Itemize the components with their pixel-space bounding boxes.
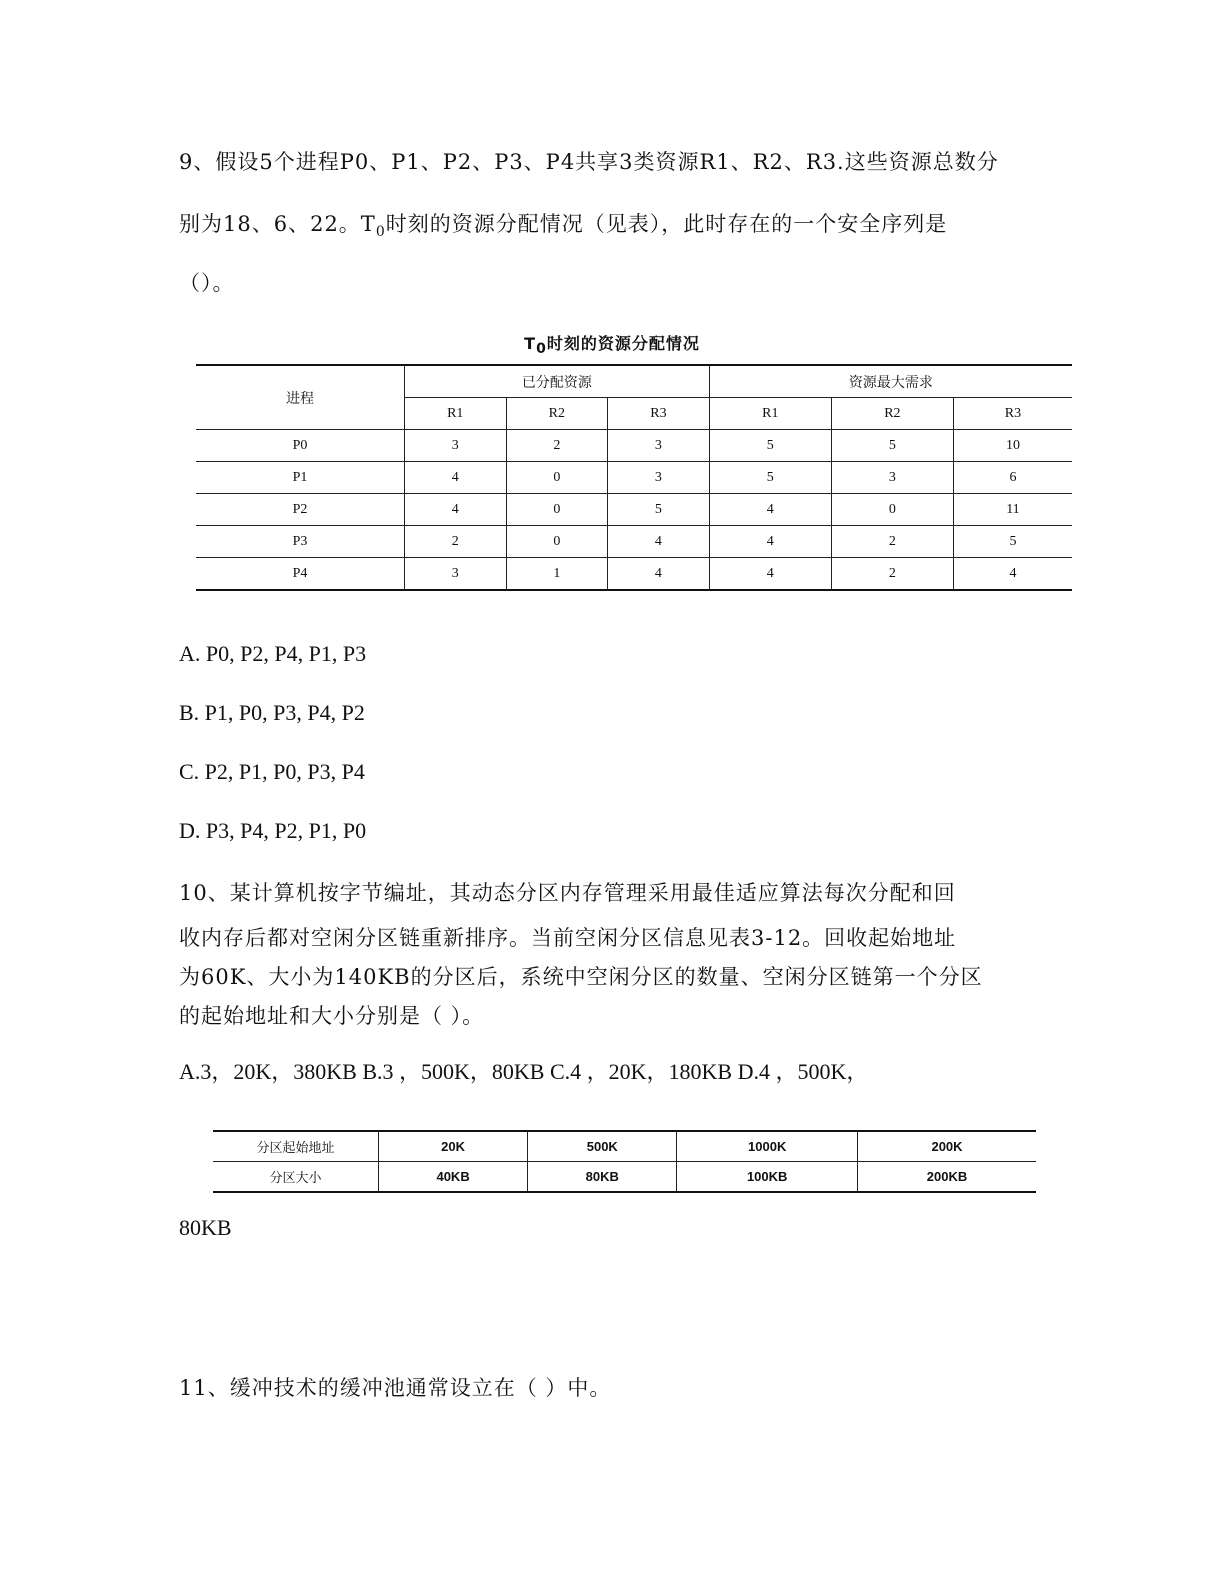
q9-line-2-pre: 别为18、6、22。T — [179, 212, 376, 236]
q10-line-3: 为60K、大小为140KB的分区后，系统中空闲分区的数量、空闲分区链第一个分区 — [179, 965, 983, 989]
q9-option-a: A. P0, P2, P4, P1, P3 — [179, 641, 367, 666]
q10-line-1: 10、某计算机按字节编址，其动态分区内存管理采用最佳适应算法每次分配和回 — [179, 881, 956, 905]
process-name: P3 — [196, 526, 405, 558]
q10-line-4: 的起始地址和大小分别是（ ）。 — [179, 1004, 485, 1028]
process-name: P2 — [196, 494, 405, 526]
q9-option-b: B. P1, P0, P3, P4, P2 — [179, 700, 365, 725]
sub-header: R1 — [709, 398, 831, 430]
q9-line-2 — [179, 208, 947, 240]
table-cell: 1000K — [677, 1131, 858, 1162]
table-cell: 5 — [831, 430, 953, 462]
table-cell: 11 — [953, 494, 1072, 526]
table-cell: 1 — [506, 558, 608, 591]
table-cell: 0 — [831, 494, 953, 526]
table-cell: 2 — [506, 430, 608, 462]
allocation-table-title — [0, 331, 1224, 357]
q9-line-3: （）。 — [179, 271, 235, 295]
table-row — [213, 1131, 1036, 1162]
row-label-start-address: 分区起始地址 — [213, 1131, 379, 1162]
table-cell: 5 — [709, 430, 831, 462]
process-name: P4 — [196, 558, 405, 591]
allocation-table-header-row — [196, 365, 1072, 398]
table-row — [196, 526, 1072, 558]
table-cell: 4 — [405, 462, 507, 494]
table-cell: 500K — [528, 1131, 677, 1162]
table-cell: 3 — [608, 430, 710, 462]
table-cell: 4 — [608, 558, 710, 591]
q10-line-2: 收内存后都对空闲分区链重新排序。当前空闲分区信息见表3-12。回收起始地址 — [179, 926, 957, 950]
q10-options: A.3，20K，380KB B.3 ，500K，80KB C.4 ，20K，180KB D.4 ，500K， — [179, 1059, 869, 1084]
free-partition-table — [213, 1130, 1036, 1193]
q9-line-2-post: 时刻的资源分配情况（见表），此时存在的一个安全序列是 — [385, 212, 948, 236]
table-row — [196, 430, 1072, 462]
table-cell: 20K — [379, 1131, 528, 1162]
table-row — [213, 1162, 1036, 1193]
table-cell: 4 — [709, 494, 831, 526]
table-cell: 200K — [858, 1131, 1036, 1162]
table-cell: 0 — [506, 462, 608, 494]
process-name: P0 — [196, 430, 405, 462]
allocation-table — [196, 364, 1072, 591]
row-label-size: 分区大小 — [213, 1162, 379, 1193]
table-cell: 4 — [405, 494, 507, 526]
table-cell: 0 — [506, 526, 608, 558]
sub-header: R2 — [506, 398, 608, 430]
table-cell: 2 — [831, 558, 953, 591]
allocation-table-title-pre: T — [524, 334, 537, 353]
q9-option-d: D. P3, P4, P2, P1, P0 — [179, 818, 367, 843]
allocation-table-title-post: 时刻的资源分配情况 — [546, 334, 700, 353]
table-cell: 3 — [405, 430, 507, 462]
table-cell: 4 — [953, 558, 1072, 591]
process-header: 进程 — [196, 365, 405, 430]
q10-options-continued: 80KB — [179, 1215, 232, 1240]
process-name: P1 — [196, 462, 405, 494]
max-demand-header: 资源最大需求 — [709, 365, 1072, 398]
table-cell: 100KB — [677, 1162, 858, 1193]
table-cell: 4 — [709, 526, 831, 558]
table-row — [196, 558, 1072, 591]
q9-line-1: 9、假设5个进程P0、P1、P2、P3、P4共享3类资源R1、R2、R3.这些资源总数分 — [179, 150, 999, 174]
q9-line-2-sub: 0 — [375, 224, 386, 241]
table-cell: 4 — [709, 558, 831, 591]
table-cell: 5 — [608, 494, 710, 526]
table-cell: 3 — [831, 462, 953, 494]
q11-line: 11、缓冲技术的缓冲池通常设立在（ ）中。 — [179, 1376, 612, 1400]
table-cell: 10 — [953, 430, 1072, 462]
sub-header: R1 — [405, 398, 507, 430]
table-row — [196, 494, 1072, 526]
sub-header: R3 — [953, 398, 1072, 430]
table-cell: 2 — [831, 526, 953, 558]
sub-header: R2 — [831, 398, 953, 430]
table-cell: 2 — [405, 526, 507, 558]
table-cell: 5 — [953, 526, 1072, 558]
table-cell: 200KB — [858, 1162, 1036, 1193]
table-cell: 80KB — [528, 1162, 677, 1193]
table-row — [196, 462, 1072, 494]
table-cell: 5 — [709, 462, 831, 494]
table-cell: 3 — [405, 558, 507, 591]
allocated-header: 已分配资源 — [405, 365, 710, 398]
allocation-table-title-sub: 0 — [536, 341, 547, 358]
table-cell: 4 — [608, 526, 710, 558]
q9-option-c: C. P2, P1, P0, P3, P4 — [179, 759, 365, 784]
table-cell: 0 — [506, 494, 608, 526]
table-cell: 6 — [953, 462, 1072, 494]
table-cell: 40KB — [379, 1162, 528, 1193]
sub-header: R3 — [608, 398, 710, 430]
table-cell: 3 — [608, 462, 710, 494]
